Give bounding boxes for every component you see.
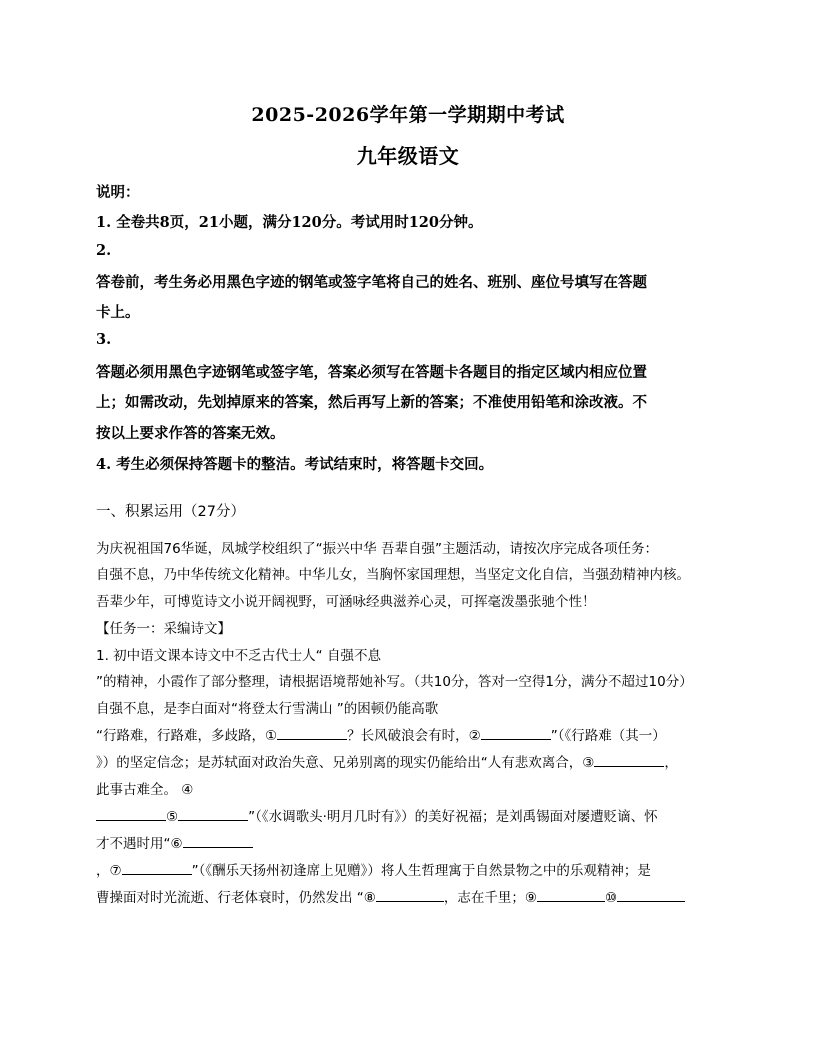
question-1-line-9-text-b: ”（《酬乐天扬州初逢席上见赠》）将人生哲理寓于自然景物之中的乐观精神；是 — [191, 863, 651, 879]
question-1-line-10 — [96, 886, 726, 906]
section-intro-line-1: 为庆祝祖国76华诞，凤城学校组织了“振兴中华 吾辈自强”主题活动，请按次序完成各项任务： — [96, 541, 658, 557]
instructions-heading: 说明： — [96, 184, 140, 201]
question-1-line-7-text-b: ”（《水调歌头·明月几时有》）的美好祝福；是刘禹锡面对屡遭贬谪、怀 — [248, 809, 658, 825]
question-1-line-7-text-a: ⑤ — [166, 809, 179, 825]
answer-blank-8[interactable] — [376, 887, 444, 902]
answer-blank-3[interactable] — [594, 752, 664, 767]
question-1-line-1: 1. 初中语文课本诗文中不乏古代士人“ 自强不息 — [96, 648, 381, 664]
question-1-line-4-text-a: “行路难，行路难，多歧路，① — [96, 728, 278, 744]
answer-blank-4[interactable] — [96, 806, 166, 821]
question-1-line-6: 此事古难全。 ④ — [96, 782, 194, 798]
question-1-line-4 — [96, 724, 726, 744]
question-1-line-4-text-b: ？长风破浪会有时，② — [347, 728, 481, 744]
section-intro-line-2: 自强不息，乃中华传统文化精神。中华儿女，当胸怀家国理想，当坚定文化自信，当强劲精神内核。 — [96, 567, 690, 583]
instruction-item-2-line-2: 卡上。 — [96, 304, 140, 321]
question-1-line-5-text-b: ， — [664, 755, 678, 771]
instruction-item-1: 1. 全卷共8页，21小题，满分120分。考试用时120分钟。 — [96, 214, 483, 231]
question-1-line-5-text-a: 》）的坚定信念；是苏轼面对政治失意、兄弟别离的现实仍能给出“人有悲欢离合，③ — [96, 755, 595, 771]
answer-blank-7[interactable] — [122, 860, 192, 875]
question-1-line-3: 自强不息，是李白面对“将登太行雪满山 ”的困顿仍能高歌 — [96, 701, 439, 717]
question-1-line-10-text-c: ⑩ — [605, 890, 618, 906]
answer-blank-2[interactable] — [481, 725, 551, 740]
instruction-item-3-number: 3. — [96, 331, 112, 348]
instruction-item-4: 4. 考生必须保持答题卡的整洁。考试结束时，将答题卡交回。 — [96, 456, 494, 473]
instruction-item-3-line-3: 按以上要求作答的答案无效。 — [96, 425, 285, 442]
question-1-line-5 — [96, 751, 726, 771]
answer-blank-6[interactable] — [183, 833, 253, 848]
answer-blank-10[interactable] — [617, 887, 685, 902]
exam-title: 2025-2026学年第一学期期中考试 — [251, 104, 565, 126]
instruction-item-3-line-1: 答题必须用黑色字迹钢笔或签字笔，答案必须写在答题卡各题目的指定区域内相应位置 — [96, 364, 647, 381]
question-1-line-2: ”的精神，小霞作了部分整理，请根据语境帮她补写。（共10分，答对一空得1分，满分不超过10分） — [96, 674, 693, 690]
answer-blank-1[interactable] — [277, 725, 347, 740]
task-1-heading: 【任务一：采编诗文】 — [96, 621, 231, 637]
instruction-item-3-line-2: 上；如需改动，先划掉原来的答案，然后再写上新的答案；不准使用铅笔和涂改液。不 — [96, 394, 647, 411]
question-1-line-9 — [96, 859, 726, 879]
section-1-heading: 一、积累运用（27分） — [96, 504, 245, 520]
answer-blank-9[interactable] — [537, 887, 605, 902]
instruction-item-2-number: 2. — [96, 242, 112, 259]
question-1-line-8 — [96, 832, 726, 852]
exam-subtitle: 九年级语文 — [356, 144, 460, 168]
question-1-line-8-text: 才不遇时用“⑥ — [96, 836, 183, 852]
instruction-item-2-line-1: 答卷前，考生务必用黑色字迹的钢笔或签字笔将自己的姓名、班别、座位号填写在答题 — [96, 274, 647, 291]
question-1-line-4-text-c: ”（《行路难（其一） — [550, 728, 666, 744]
section-intro-line-3: 吾辈少年，可博览诗文小说开阔视野，可涵咏经典滋养心灵，可挥毫泼墨张驰个性！ — [96, 594, 596, 610]
question-1-line-10-text-b: ，志在千里；⑨ — [443, 890, 537, 906]
answer-blank-5[interactable] — [178, 806, 248, 821]
question-1-line-7 — [96, 805, 726, 825]
question-1-line-10-text-a: 曹操面对时光流逝、行老体衰时，仍然发出 “⑧ — [96, 890, 376, 906]
question-1-line-9-text-a: ，⑦ — [96, 863, 122, 879]
